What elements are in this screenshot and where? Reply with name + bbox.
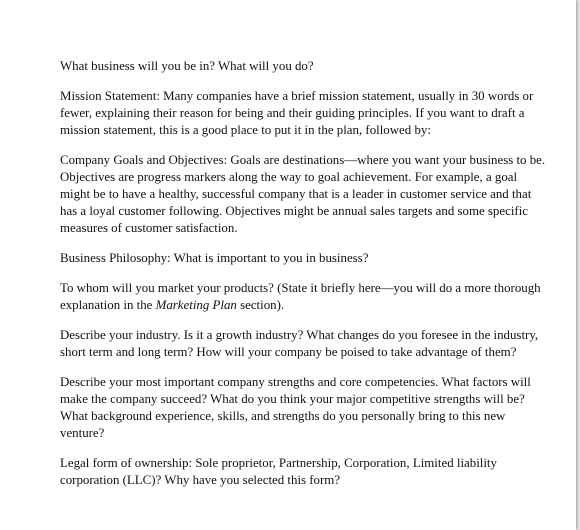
paragraph-mission-statement: Mission Statement: Many companies have a brief mission statement, usually in 30 words or fewer, explaining their reason for being and their guiding principles. If you want to draft a mission statement, this is a good place to put it in the plan, followed by: [60,89,534,137]
marketing-plan-reference: Marketing Plan [155,298,237,312]
target-market-text-end: section). [236,298,285,312]
document-body [60,58,550,502]
paragraph-goals-objectives: Company Goals and Objectives: Goals are destinations—where you want your business to be. Objectives are progress markers along the way to goal achievement. For example, a goal might be to have a healthy, successful company that is a leader in customer service and that has a loyal customer following. Objectives might be annual sales targets and some specific measures of customer satisfaction. [60,153,546,235]
paragraph-strengths: Describe your most important company strengths and core competencies. What factors will make the company succeed? What do you think your major competitive strengths will be? What background experience, skills, and strengths do you personally bring to this new venture? [60,375,531,440]
paragraph-business-question: What business will you be in? What will you do? [60,59,314,73]
paragraph-legal-form: Legal form of ownership: Sole proprietor, Partnership, Corporation, Limited liability corporation (LLC)? Why have you selected this form? [60,456,497,487]
paragraph-industry: Describe your industry. Is it a growth industry? What changes do you foresee in the industry, short term and long term? How will your company be poised to take advantage of them? [60,328,539,359]
target-market-text-start: To whom will you market your products? (State it briefly here—you will do a more thorough explanation in the [60,281,541,312]
paragraph-target-market [60,280,550,314]
paragraph-business-philosophy: Business Philosophy: What is important to you in business? [60,251,369,265]
